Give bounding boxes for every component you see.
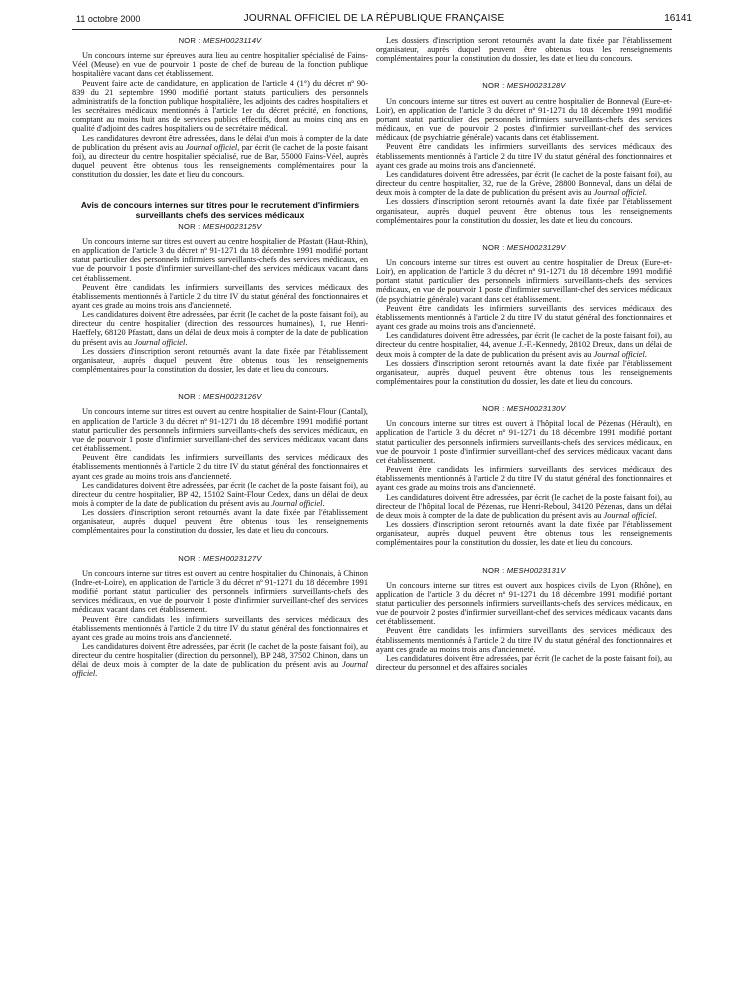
notice-paragraph: Peuvent être candidats les infirmiers surveillants des services médicaux des établissements mentionnés à l'article 2 du titre IV du statut général des fonctionnaires et ayant ces grade au moins trois ans d'ancienneté.	[72, 282, 368, 310]
notice-paragraph: Les dossiers d'inscription seront retournés avant la date fixée par l'établissement organisateur, auprès duquel peuvent être obtenus tous les renseignements complémentaires pour la constitution du dossier, les date et lieu du concours.	[376, 520, 672, 548]
nor-reference: NOR : MESH0023125V	[178, 221, 262, 231]
notice-paragraph: Les candidatures doivent être adressées, par écrit (le cachet de la poste faisant foi), au directeur du centre hospitalier, 44, avenue J.-F.-Kennedy, 28102 Dreux, dans un délai de deux mois à compter de la date de publication du présent avis au Journal officiel.	[376, 331, 672, 359]
notice-paragraph: Un concours interne sur titres est ouvert au centre hospitalier de Dreux (Eure-et-Loir), en application de l'article 3 du décret nº 91-1271 du 18 décembre 1991 modifié portant statut particulier des personnels infirmiers surveillants-chefs des services médicaux, en vue de pourvoir 1 poste d'infirmier surveillant-chef des services médicaux (de psychiatrie générale) vacant dans cet établissement.	[376, 257, 672, 304]
nor-reference: NOR : MESH0023130V	[482, 404, 566, 414]
notice-paragraph: Un concours interne sur titres est ouvert au centre hospitalier de Pfastatt (Haut-Rhin), en application de l'article 3 du décret nº 91-1271 du 18 décembre 1991 modifié portant statut particulier des personnels infirmiers surveillants-chefs des services médicaux, en vue de pourvoir 1 poste d'infirmier surveillant-chef des services médicaux vacant dans cet établissement.	[72, 236, 368, 283]
nor-reference: NOR : MESH0023131V	[482, 565, 566, 575]
notice-paragraph: Un concours interne sur épreuves aura lieu au centre hospitalier spécialisé de Fains-Véel (Meuse) en vue de pourvoir 1 poste de chef de bureau de la fonction publique hospitalière vacant dans cet établissement.	[72, 51, 368, 79]
notice-paragraph: Les candidatures devront être adressées, dans le délai d'un mois à compter de la date de publication du présent avis au Journal officiel, par écrit (le cachet de la poste faisant foi), au directeur du centre hospitalier spécialisé, rue de Bar, 55000 Fains-Véel, auprès duquel peuvent être obtenus tous les renseignements complémentaires pour la constitution du dossier, les date et lieu du concours.	[72, 133, 368, 180]
page-header	[0, 11, 748, 27]
left-column	[72, 36, 368, 679]
notice-paragraph: Un concours interne sur titres est ouvert au centre hospitalier de Bonneval (Eure-et-Loir), en application de l'article 3 du décret nº 91-1271 du 18 décembre 1991 modifié portant statut particulier des personnels infirmiers surveillants-chefs des services médicaux, en vue de pourvoir 2 postes d'infirmier surveillant-chef des services médicaux (de psychiatrie générale) vacants dans cet établissement.	[376, 96, 672, 143]
journal-title: JOURNAL OFFICIEL DE LA RÉPUBLIQUE FRANÇAISE	[243, 13, 505, 24]
right-column	[376, 36, 672, 672]
notice-paragraph: Les dossiers d'inscription seront retournés avant la date fixée par l'établissement organisateur, auprès duquel peuvent être obtenus tous les renseignements complémentaires pour la constitution du dossier, les date et lieu du concours.	[72, 346, 368, 375]
notice-paragraph: Les dossiers d'inscription seront retournés avant la date fixée par l'établissement organisateur, auprès duquel peuvent être obtenus tous les renseignements complémentaires pour la constitution du dossier, les date et lieu du concours.	[376, 358, 672, 386]
notice-paragraph: Les candidatures doivent être adressées, par écrit (le cachet de la poste faisant foi), au directeur du centre hospitalier (direction des ressources humaines), 1, rue Henri-Haeffely, 68120 Pfastatt, dans un délai de deux mois à compter de la date de publication du présent avis au Journal officiel.	[72, 310, 368, 347]
notice-paragraph: Les candidatures doivent être adressées, par écrit (le cachet de la poste faisant foi), au directeur du personnel et des affaires sociales	[376, 653, 672, 673]
page-number: 16141	[664, 13, 692, 24]
notice-paragraph: Peuvent être candidats les infirmiers surveillants des services médicaux des établissements mentionnés à l'article 2 du titre IV du statut général des fonctionnaires et ayant ces grade au moins trois ans d'ancienneté.	[376, 303, 672, 332]
section-heading: Avis de concours internes sur titres pour le recrutement d'infirmiers surveillants chefs des services médicaux	[80, 200, 360, 220]
notice-paragraph: Peuvent être candidats les infirmiers surveillants des services médicaux des établissements mentionnés à l'article 2 du titre IV du statut général des fonctionnaires et ayant ces grade au moins trois ans d'ancienneté.	[376, 465, 672, 493]
notice-paragraph: Les dossiers d'inscription seront retournés avant la date fixée par l'établissement organisateur, auprès duquel peuvent être obtenus tous les renseignements complémentaires pour la constitution du dossier, les date et lieu du concours.	[72, 508, 368, 536]
nor-reference: NOR : MESH0023126V	[178, 392, 262, 402]
notice-paragraph: Un concours interne sur titres est ouvert aux hospices civils de Lyon (Rhône), en application de l'article 3 du décret nº 91-1271 du 18 décembre 1991 modifié portant statut particulier des personnels infirmiers surveillants-chefs des services médicaux, en vue de pourvoir 2 postes d'infirmier surveillant-chef des services médicaux vacants dans cet établissement.	[376, 580, 672, 627]
header-rule	[72, 29, 672, 30]
nor-reference: NOR : MESH0023129V	[482, 242, 566, 252]
notice-paragraph: Peuvent être candidats les infirmiers surveillants des services médicaux des établissements mentionnés à l'article 2 du titre IV du statut général des fonctionnaires et ayant ces grade au moins trois ans d'ancienneté.	[376, 626, 672, 654]
nor-reference: NOR : MESH0023128V	[482, 81, 566, 91]
notice-paragraph: Les candidatures doivent être adressées, par écrit (le cachet de la poste faisant foi), au directeur du centre hospitalier (direction du personnel), BP 248, 37502 Chinon, dans un délai de deux mois à compter de la date de publication du présent avis au Journal officiel.	[72, 642, 368, 679]
notice-paragraph: Les candidatures doivent être adressées, par écrit (le cachet de la poste faisant foi), au directeur de l'hôpital local de Pézenas, rue Henri-Reboul, 34120 Pézenas, dans un délai de deux mois à compter de la date de publication du présent avis au Journal officiel.	[376, 492, 672, 520]
nor-reference: NOR : MESH0023127V	[178, 553, 262, 563]
issue-date: 11 octobre 2000	[76, 14, 141, 24]
nor-reference: NOR : MESH0023114V	[178, 36, 262, 45]
notice-paragraph: Peuvent être candidats les infirmiers surveillants des services médicaux des établissements mentionnés à l'article 2 du titre IV du statut général des fonctionnaires et ayant ces grade au moins trois ans d'ancienneté.	[376, 142, 672, 170]
notice-paragraph: Les candidatures doivent être adressées, par écrit (le cachet de la poste faisant foi), au directeur du centre hospitalier, BP 42, 15102 Saint-Flour Cedex, dans un délai de deux mois à compter de la date de publication du présent avis au Journal officiel.	[72, 480, 368, 508]
notice-paragraph: Peuvent être candidats les infirmiers surveillants des services médicaux des établissements mentionnés à l'article 2 du titre IV du statut général des fonctionnaires et ayant ces grade au moins trois ans d'ancienneté.	[72, 453, 368, 481]
notice-paragraph: Peuvent être candidats les infirmiers surveillants des services médicaux des établissements mentionnés à l'article 2 du titre IV du statut général des fonctionnaires et ayant ces grade au moins trois ans d'ancienneté.	[72, 614, 368, 642]
notice-paragraph: Les dossiers d'inscription seront retournés avant la date fixée par l'établissement organisateur, auprès duquel peuvent être obtenus tous les renseignements complémentaires pour la constitution du dossier, les date et lieu du concours.	[376, 197, 672, 225]
notice-paragraph: Un concours interne sur titres est ouvert à l'hôpital local de Pézenas (Hérault), en application de l'article 3 du décret nº 91-1271 du 18 décembre 1991 modifié portant statut particulier des personnels infirmiers surveillants-chefs des services médicaux, en vue de pourvoir 1 poste d'infirmier surveillant-chef des services médicaux vacant dans cet établissement.	[376, 419, 672, 465]
notice-paragraph: Un concours interne sur titres est ouvert au centre hospitalier du Chinonais, à Chinon (Indre-et-Loire), en application de l'article 3 du décret nº 91-1271 du 18 décembre 1991 modifié portant statut particulier des personnels infirmiers surveillants-chefs des services médicaux, en vue de pourvoir 1 poste d'infirmier surveillant-chef des services médicaux vacant dans cet établissement.	[72, 568, 368, 615]
notice-paragraph: Les candidatures doivent être adressées, par écrit (le cachet de la poste faisant foi), au directeur du centre hospitalier, 32, rue de la Grève, 28800 Bonneval, dans un délai de deux mois à compter de la date de publication du présent avis au Journal officiel.	[376, 169, 672, 198]
notice-paragraph: Les dossiers d'inscription seront retournés avant la date fixée par l'établissement organisateur, auprès duquel peuvent être obtenus tous les renseignements complémentaires pour la constitution du dossier, les date et lieu du concours.	[376, 36, 672, 64]
notice-paragraph: Un concours interne sur titres est ouvert au centre hospitalier de Saint-Flour (Cantal), en application de l'article 3 du décret nº 91-1271 du 18 décembre 1991 modifié portant statut particulier des personnels infirmiers surveillants-chefs des services médicaux, en vue de pourvoir 1 poste d'infirmier surveillant-chef des services médicaux vacant dans cet établissement.	[72, 407, 368, 454]
notice-paragraph: Peuvent faire acte de candidature, en application de l'article 4 (1°) du décret nº 90-839 du 21 septembre 1990 modifié portant statuts particuliers des personnels administratifs de la fonction publique hospitalière, les adjoints des cadres hospitaliers et les secrétaires médicaux mentionnés à l'article 1er du décret précité, en fonctions, comptant au moins huit ans de services publics effectifs, dont au moins cinq ans en qualité d'adjoint des cadres hospitaliers ou de secrétaire médical.	[72, 78, 368, 134]
